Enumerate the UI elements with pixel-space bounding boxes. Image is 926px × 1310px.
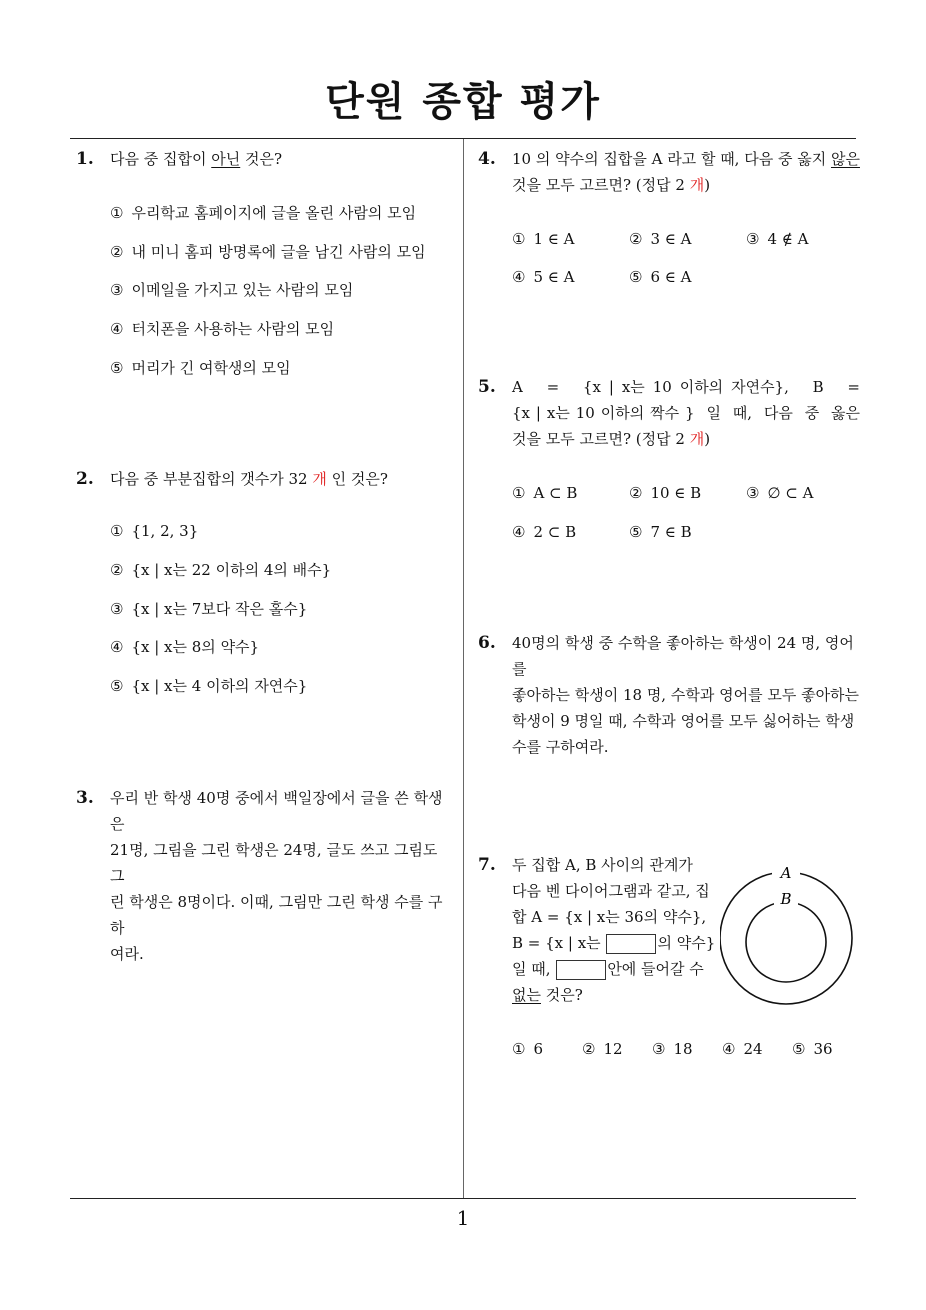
underlined-word: 아닌 bbox=[211, 150, 241, 168]
option-1[interactable] bbox=[512, 1036, 543, 1062]
question-text bbox=[512, 146, 860, 198]
page-title: 단원 종합 평가 bbox=[325, 79, 601, 125]
option-mark: ④ bbox=[512, 523, 526, 541]
option-text: 3 ∈ A bbox=[650, 230, 692, 248]
option-text: 4 ∉ A bbox=[767, 230, 809, 248]
option-mark: ④ bbox=[512, 268, 526, 286]
option-mark: ③ bbox=[746, 230, 760, 248]
option-text: 6 bbox=[533, 1040, 543, 1058]
underlined-word: 없는 bbox=[512, 986, 541, 1004]
question-1 bbox=[76, 146, 456, 386]
option-mark: ① bbox=[512, 484, 526, 502]
question-line bbox=[512, 146, 860, 172]
question-text-part: 일 때, bbox=[512, 960, 551, 978]
question-text-part: 인 것은? bbox=[326, 470, 388, 488]
question-text-part: ) bbox=[704, 430, 711, 448]
option-5[interactable] bbox=[792, 1036, 833, 1062]
option-text: 6 ∈ A bbox=[650, 268, 692, 286]
option-mark: ⑤ bbox=[629, 523, 643, 541]
question-line bbox=[512, 982, 722, 1008]
question-line bbox=[512, 930, 722, 956]
option-mark: ② bbox=[110, 561, 124, 579]
option-mark: ① bbox=[110, 204, 124, 222]
question-number: 4. bbox=[478, 149, 496, 169]
column-divider bbox=[463, 139, 464, 1198]
option-1[interactable] bbox=[512, 480, 577, 506]
option-mark: ① bbox=[512, 1040, 526, 1058]
question-line: 40명의 학생 중 수학을 좋아하는 학생이 24 명, 영어를 bbox=[512, 634, 854, 678]
option-mark: ④ bbox=[110, 638, 124, 656]
option-4[interactable] bbox=[512, 519, 576, 545]
highlighted-word: 개 bbox=[312, 470, 327, 488]
option-4[interactable] bbox=[722, 1036, 763, 1062]
option-mark: ⑤ bbox=[629, 268, 643, 286]
question-line: 학생이 9 명일 때, 수학과 영어를 모두 싫어하는 학생 bbox=[512, 712, 855, 730]
venn-diagram bbox=[720, 858, 860, 1008]
option-text: {1, 2, 3} bbox=[131, 522, 199, 540]
option-mark: ② bbox=[582, 1040, 596, 1058]
option-text: 24 bbox=[743, 1040, 763, 1058]
question-7 bbox=[478, 852, 860, 1067]
question-line: 다음 벤 다이어그램과 같고, 집 bbox=[512, 882, 710, 900]
option-5[interactable] bbox=[110, 673, 307, 699]
option-mark: ⑤ bbox=[792, 1040, 806, 1058]
option-2[interactable] bbox=[582, 1036, 623, 1062]
option-text: {x | x는 7보다 작은 홀수} bbox=[131, 600, 308, 618]
option-text: 18 bbox=[673, 1040, 693, 1058]
option-5[interactable] bbox=[629, 264, 691, 290]
option-4[interactable] bbox=[110, 634, 259, 660]
option-mark: ③ bbox=[110, 281, 124, 299]
option-1[interactable] bbox=[110, 518, 198, 544]
option-text: 우리학교 홈페이지에 글을 올린 사람의 모임 bbox=[131, 204, 417, 222]
option-2[interactable] bbox=[629, 226, 691, 252]
option-mark: ④ bbox=[722, 1040, 736, 1058]
option-mark: ① bbox=[512, 230, 526, 248]
question-text-part: 것은? bbox=[240, 150, 283, 168]
question-line bbox=[512, 172, 860, 198]
option-text: {x | x는 8의 약수} bbox=[131, 638, 260, 656]
option-text: 36 bbox=[813, 1040, 833, 1058]
option-2[interactable] bbox=[110, 239, 426, 265]
option-3[interactable] bbox=[746, 226, 808, 252]
option-mark: ② bbox=[110, 243, 124, 261]
question-line bbox=[512, 956, 722, 982]
question-text bbox=[512, 852, 722, 1008]
question-line: A = {x | x는 10 이하의 자연수}, B = bbox=[512, 378, 860, 396]
question-text-part: 안에 들어갈 수 bbox=[607, 960, 704, 978]
option-text: 머리가 긴 여학생의 모임 bbox=[131, 359, 291, 377]
option-4[interactable] bbox=[512, 264, 574, 290]
set-a-label: A bbox=[780, 864, 792, 882]
question-4 bbox=[478, 146, 860, 286]
option-text: 12 bbox=[603, 1040, 623, 1058]
question-line: 우리 반 학생 40명 중에서 백일장에서 글을 쓴 학생은 bbox=[110, 789, 443, 833]
option-mark: ③ bbox=[746, 484, 760, 502]
answer-blank bbox=[556, 960, 606, 980]
option-3[interactable] bbox=[652, 1036, 693, 1062]
question-text-part: 다음 중 집합이 bbox=[110, 150, 212, 168]
set-b-label: B bbox=[780, 890, 792, 908]
question-number: 5. bbox=[478, 377, 496, 397]
option-mark: ⑤ bbox=[110, 677, 124, 695]
option-text: 10 ∈ B bbox=[650, 484, 702, 502]
question-6 bbox=[478, 630, 860, 756]
option-5[interactable] bbox=[110, 355, 291, 381]
option-text: {x | x는 4 이하의 자연수} bbox=[131, 677, 308, 695]
option-3[interactable] bbox=[110, 596, 307, 622]
question-line: 두 집합 A, B 사이의 관계가 bbox=[512, 856, 693, 874]
bottom-rule bbox=[70, 1198, 856, 1199]
option-text: A ⊂ B bbox=[533, 484, 578, 502]
question-text-part: B = {x | x는 bbox=[512, 934, 601, 952]
option-text: 7 ∈ B bbox=[650, 523, 692, 541]
question-number: 7. bbox=[478, 855, 496, 875]
option-mark: ① bbox=[110, 522, 124, 540]
option-text: ∅ ⊂ A bbox=[767, 484, 814, 502]
option-mark: ② bbox=[629, 230, 643, 248]
question-text-part: 다음 중 부분집합의 갯수가 32 bbox=[110, 470, 313, 488]
question-text bbox=[110, 146, 282, 172]
question-number: 3. bbox=[76, 788, 94, 808]
option-text: {x | x는 22 이하의 4의 배수} bbox=[131, 561, 332, 579]
question-text-part: ) bbox=[704, 176, 711, 194]
question-number: 6. bbox=[478, 633, 496, 653]
option-3[interactable] bbox=[110, 277, 353, 303]
question-line: 21명, 그림을 그린 학생은 24명, 글도 쓰고 그림도 그 bbox=[110, 841, 438, 885]
option-text: 2 ⊂ B bbox=[533, 523, 577, 541]
option-mark: ③ bbox=[652, 1040, 666, 1058]
option-5[interactable] bbox=[629, 519, 692, 545]
option-mark: ② bbox=[629, 484, 643, 502]
question-text-part: 것을 모두 고르면? (정답 2 bbox=[512, 176, 690, 194]
highlighted-word: 개 bbox=[689, 430, 705, 448]
question-2 bbox=[76, 466, 456, 706]
underlined-word: 않은 bbox=[830, 150, 860, 168]
question-text-part: 의 약수} bbox=[657, 934, 716, 952]
question-text-part: 10 의 약수의 집합을 A 라고 할 때, 다음 중 옳지 bbox=[512, 150, 831, 168]
question-line: {x | x는 10 이하의 짝수 } 일 때, 다음 중 옳은 bbox=[512, 404, 860, 422]
question-text bbox=[110, 785, 456, 967]
option-text: 5 ∈ A bbox=[533, 268, 575, 286]
question-5 bbox=[478, 374, 860, 544]
question-line bbox=[512, 426, 860, 452]
option-text: 1 ∈ A bbox=[533, 230, 575, 248]
question-line: 여라. bbox=[110, 945, 144, 963]
option-1[interactable] bbox=[110, 200, 416, 226]
option-mark: ③ bbox=[110, 600, 124, 618]
question-text-part: 것은? bbox=[540, 986, 583, 1004]
option-4[interactable] bbox=[110, 316, 334, 342]
question-3 bbox=[76, 785, 456, 963]
option-2[interactable] bbox=[110, 557, 331, 583]
answer-blank bbox=[606, 934, 656, 954]
question-text-part: 것을 모두 고르면? (정답 2 bbox=[512, 430, 690, 448]
option-1[interactable] bbox=[512, 226, 574, 252]
page-number: 1 bbox=[456, 1206, 470, 1230]
question-line: 합 A = {x | x는 36의 약수}, bbox=[512, 908, 707, 926]
question-text bbox=[110, 466, 388, 492]
option-text: 터치폰을 사용하는 사람의 모임 bbox=[131, 320, 335, 338]
option-text: 이메일을 가지고 있는 사람의 모임 bbox=[131, 281, 354, 299]
question-number: 1. bbox=[76, 149, 94, 169]
question-text bbox=[512, 374, 860, 452]
question-line: 린 학생은 8명이다. 이때, 그림만 그린 학생 수를 구하 bbox=[110, 893, 443, 937]
option-mark: ④ bbox=[110, 320, 124, 338]
option-2[interactable] bbox=[629, 480, 701, 506]
question-line: 수를 구하여라. bbox=[512, 738, 609, 756]
option-mark: ⑤ bbox=[110, 359, 124, 377]
option-text: 내 미니 홈피 방명록에 글을 남긴 사람의 모임 bbox=[131, 243, 426, 261]
question-number: 2. bbox=[76, 469, 94, 489]
question-text bbox=[512, 630, 860, 760]
highlighted-word: 개 bbox=[689, 176, 705, 194]
option-3[interactable] bbox=[746, 480, 813, 506]
set-b-circle bbox=[746, 902, 826, 982]
question-line: 좋아하는 학생이 18 명, 수학과 영어를 모두 좋아하는 bbox=[512, 686, 860, 704]
